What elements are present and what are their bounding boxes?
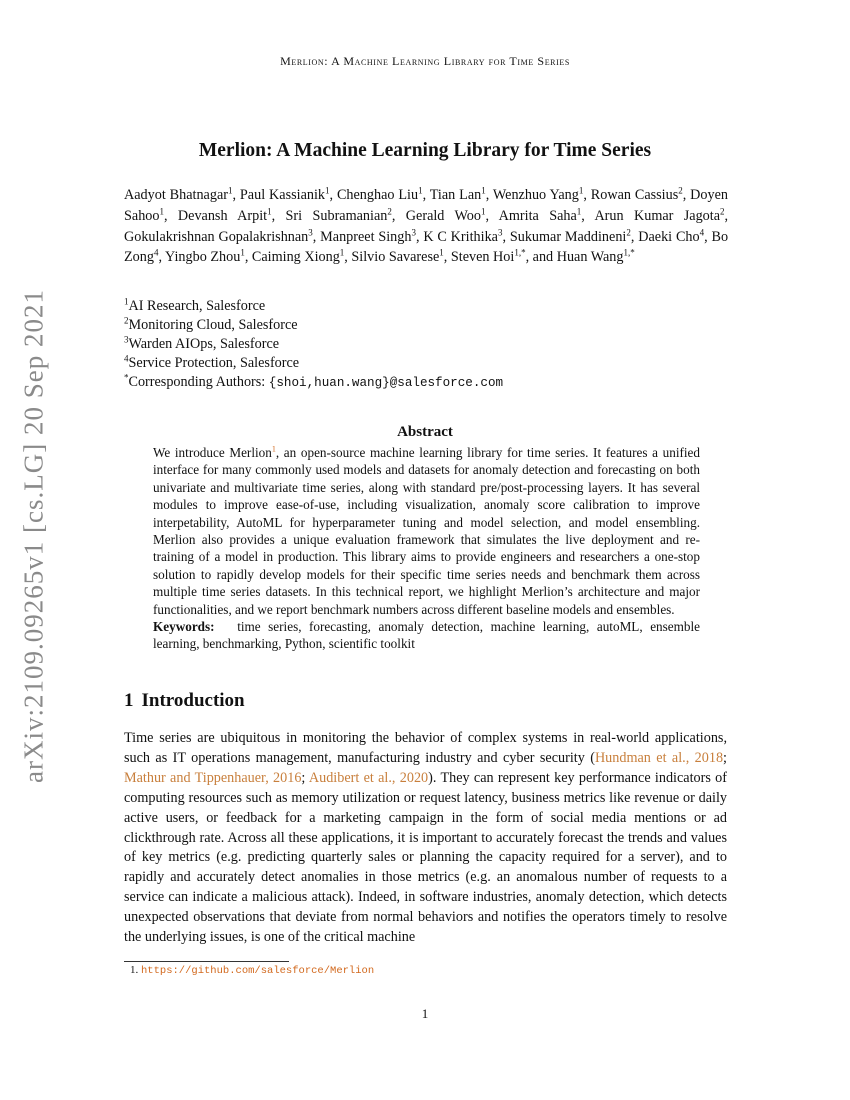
footnote-1: 1. https://github.com/salesforce/Merlion — [130, 964, 375, 977]
author-name: Yingbo Zhou — [165, 249, 241, 266]
introduction-body — [124, 729, 727, 948]
author-name: Chenghao Liu — [336, 187, 419, 203]
author-affiliation-mark: 1 — [267, 206, 272, 217]
author-name: Wenzhuo Yang — [492, 187, 579, 203]
author-affiliation-mark: 1 — [576, 206, 582, 217]
author-name: Devansh Arpit — [177, 207, 268, 224]
abstract-paragraph: We introduce Merlion$^1$, an open-source machine learning library for time series. It features a unified interface for many commonly used models and datasets for anomaly detection and forecasting on both univariate and multivariate time series, along with standard pre/post-processing layers. It has several modules to improve ease-of-use, including visualization, anomaly score calibration to improve interpetability, AutoML for hyperparameter tuning and model selection, and model ensembling. Merlion also provides a unique evaluation framework that simulates the live deployment and re-training of a model in production. This library aims to provide engineers and researchers a one-stop solution to rapidly develop models for their specific time series needs and benchmark them across multiple time series datasets. In this technical report, we highlight Merlion’s architecture and major functionalities, and we report benchmark numbers across different baseline models and ensembles. — [153, 444, 701, 617]
author-name: Rowan Cassius — [590, 187, 679, 203]
author-name: Sri Subramanian — [285, 207, 388, 224]
author-name: Gerald Woo — [405, 207, 481, 224]
author-affiliation-mark: 1 — [418, 185, 423, 196]
keywords-label: Keywords: — [153, 619, 215, 635]
author-affiliation-mark: 2 — [720, 206, 725, 217]
author-affiliation-mark: 1 — [578, 185, 584, 196]
author-name: Tian Lan — [429, 187, 482, 203]
footnote-rule — [124, 961, 289, 962]
author-name: Silvio Savarese — [351, 249, 440, 266]
author-affiliation-mark: 1,* — [623, 247, 635, 258]
corresponding-email[interactable]: {shoi,huan.wang}@salesforce.com — [268, 376, 504, 390]
page-number: 1 — [421, 1006, 429, 1021]
corresponding-authors: *Corresponding Authors: {shoi,huan.wang}@salesforce.com — [124, 372, 504, 390]
affiliation-2: $^2$Monitoring Cloud, Salesforce — [124, 315, 298, 333]
author-affiliation-mark: 1 — [339, 247, 345, 258]
author-affiliation-mark: 2 — [387, 206, 392, 217]
author-affiliation-mark: 1 — [240, 247, 245, 258]
author-name: Arun Kumar Jagota — [594, 207, 721, 224]
abstract-heading: Abstract — [397, 424, 453, 440]
author-joiner: and — [532, 249, 554, 266]
abstract-body — [153, 444, 700, 653]
author-name: Daeki Cho — [638, 228, 700, 245]
author-affiliation-mark: 3 — [411, 226, 416, 237]
author-affiliation-mark: 1 — [480, 206, 486, 217]
author-affiliation-mark: 4 — [699, 226, 705, 237]
author-name: Aadyot Bhatnagar — [124, 187, 228, 203]
affiliation-3: $^3$Warden AIOps, Salesforce — [124, 334, 280, 352]
author-affiliation-mark: 2 — [678, 185, 683, 196]
author-affiliation-mark: 1 — [439, 247, 444, 258]
citation-audibert[interactable]: Audibert et al., 2020 — [308, 769, 429, 786]
author-affiliation-mark: 1,* — [514, 247, 526, 258]
affiliations — [124, 297, 728, 393]
author-affiliation-mark: 1 — [159, 206, 164, 217]
author-name: Manpreet Singh — [320, 228, 412, 245]
citation-mathur[interactable]: Mathur and Tippenhauer, 2016 — [124, 769, 302, 786]
author-affiliation-mark: 4 — [153, 247, 159, 258]
author-name: Steven Hoi — [450, 249, 515, 266]
affiliation-4: $^4$Service Protection, Salesforce — [124, 353, 300, 371]
footnote-link[interactable]: https://github.com/salesforce/Merlion — [141, 965, 375, 977]
author-name: Gokulakrishnan Gopalakrishnan — [124, 228, 309, 245]
arxiv-stamp: arXiv:2109.09265v1 [cs.LG] 20 Sep 2021 — [18, 289, 49, 783]
author-name: Doyen Sahoo — [124, 187, 728, 224]
section-heading-introduction: 1 Introduction — [124, 690, 245, 711]
author-affiliation-mark: 1 — [325, 185, 330, 196]
affiliation-1: $^1$AI Research, Salesforce — [124, 296, 266, 314]
citation-hundman[interactable]: Hundman et al., 2018 — [594, 749, 724, 766]
running-head: Merlion: A Machine Learning Library for Time Series — [280, 54, 570, 68]
author-name: Huan Wang — [556, 249, 624, 266]
author-affiliation-mark: 1 — [227, 185, 233, 196]
author-affiliation-mark: 3 — [497, 226, 503, 237]
keywords-text: time series, forecasting, anomaly detection, machine learning, autoML, ensemble learning, benchmarking, Python, scientific toolkit — [153, 619, 700, 652]
footnote-ref-1[interactable]: 1 — [271, 444, 276, 454]
author-name: Paul Kassianik — [239, 187, 325, 203]
paper-title: Merlion: A Machine Learning Library for Time Series — [198, 140, 652, 161]
keywords — [153, 618, 700, 653]
author-name: Caiming Xiong — [251, 249, 340, 266]
author-affiliation-mark: 3 — [308, 226, 313, 237]
author-name: Amrita Saha — [498, 207, 577, 224]
author-name: Bo Zong — [124, 228, 729, 266]
author-list: Aadyot Bhatnagar$^1$, Paul Kassianik$^1$, Chenghao Liu$^1$, Tian Lan$^1$, Wenzhuo Yang$^1$, Rowan Cassius$^2$, Doyen Sahoo$^1$, Devansh Arpit$^1$, Sri Subramanian$^2$, Gerald Woo$^1$, Amrita Saha$^1$, Arun Kumar Jagota$^2$, Gokulakrishnan Gopalakrishnan$^3$, Manpreet Singh$^3$, K C Krithika$^3$, Sukumar Maddineni$^2$, Daeki Cho$^4$, Bo Zong$^4$, Yingbo Zhou$^1$, Caiming Xiong$^1$, Silvio Savarese$^1$, Steven Hoi$^{1,*}$, and Huan Wang$^{1,*}$ — [124, 185, 729, 266]
author-affiliation-mark: 1 — [481, 185, 486, 196]
author-name: K C Krithika — [423, 228, 498, 245]
author-name: Sukumar Maddineni — [509, 228, 627, 245]
author-affiliation-mark: 2 — [626, 226, 631, 237]
intro-paragraph: Time series are ubiquitous in monitoring the behavior of complex systems in real-world applications, such as IT operations management, manufacturing industry and cyber security (Hundman et al., 2018; Mathur and Tippenhauer, 2016; Audibert et al., 2020). They can represent key performance indicators of computing resources such as memory utilization or request latency, business metrics like revenue or daily active users, or feedback for a marketing campaign in the form of social media mentions or ad clickthrough rate. Across all these applications, it is important to accurately forecast the trends and values of key metrics (e.g. predicting quarterly sales or planning the capacity required for a server), and to rapidly and accurately detect anomalies in those metrics (e.g. an anomalous number of requests to a service can indicate a malicious attack). Indeed, in software industries, anomaly detection, which detects unexpected observations that deviate from normal behaviors and notifies the operators timely to resolve the underlying issues, is one of the critical machine — [124, 730, 727, 946]
